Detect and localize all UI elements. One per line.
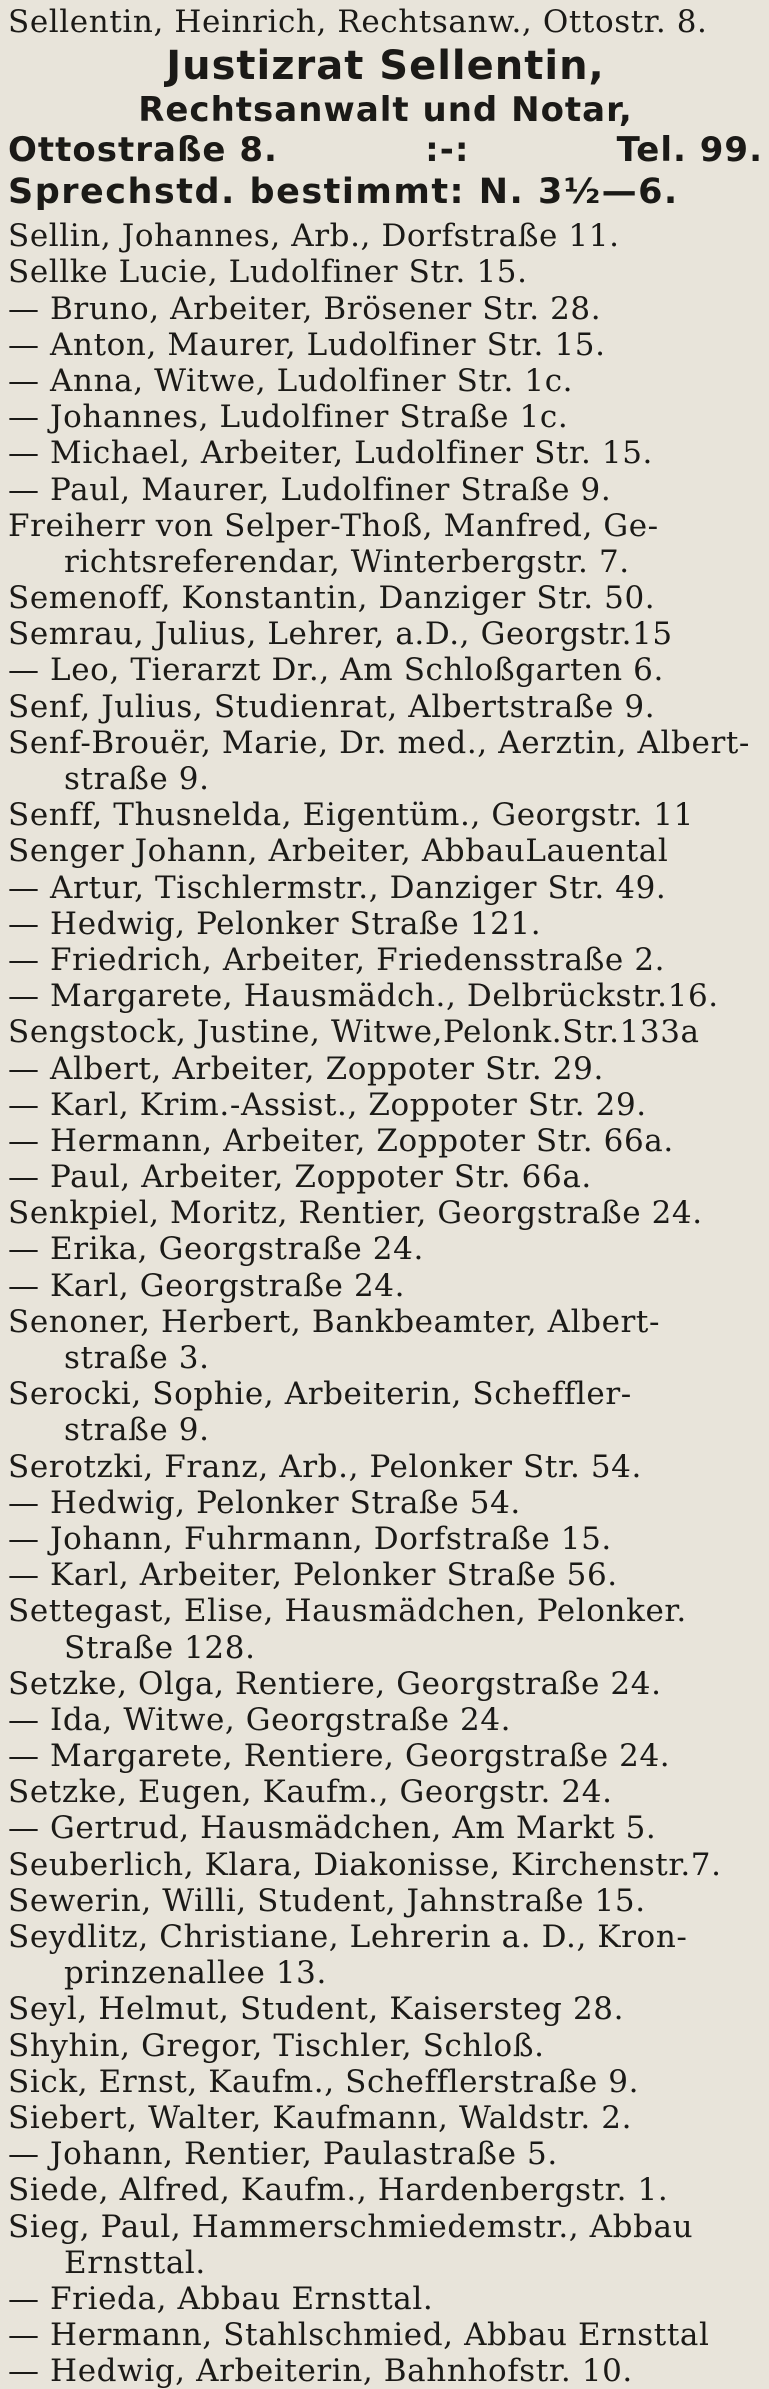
- directory-entry: Sick, Ernst, Kaufm., Schefflerstraße 9.: [8, 2063, 640, 2100]
- ad-title: Justizrat Sellentin,: [166, 43, 605, 90]
- directory-entry: straße 9.: [64, 761, 210, 797]
- directory-entry: — Hedwig, Pelonker Straße 121.: [8, 905, 542, 942]
- directory-entry: Seydlitz, Christiane, Lehrerin a. D., Kron-: [8, 1919, 688, 1955]
- ad-address-line: [8, 130, 763, 170]
- directory-entry: Senkpiel, Moritz, Rentier, Georgstraße 24.: [8, 1195, 703, 1232]
- directory-entry: — Paul, Arbeiter, Zoppoter Str. 66a.: [8, 1159, 592, 1196]
- directory-entry: Sellin, Johannes, Arb., Dorfstraße 11.: [8, 218, 620, 255]
- advertisement-block: [8, 42, 763, 214]
- directory-entry: Seuberlich, Klara, Diakonisse, Kirchenstr.7.: [8, 1846, 722, 1883]
- directory-entry: — Paul, Maurer, Ludolfiner Straße 9.: [8, 471, 612, 508]
- directory-entry: — Anton, Maurer, Ludolfiner Str. 15.: [8, 326, 606, 363]
- directory-entry: straße 9.: [64, 1412, 210, 1449]
- directory-entry: — Johann, Fuhrmann, Dorfstraße 15.: [8, 1520, 612, 1557]
- directory-entry: Shyhin, Gregor, Tischler, Schloß.: [8, 2027, 545, 2064]
- directory-entry: Sellke Lucie, Ludolfiner Str. 15.: [8, 254, 528, 291]
- directory-entry: — Hermann, Stahlschmied, Abbau Ernsttal: [8, 2317, 710, 2354]
- directory-entry: — Karl, Krim.-Assist., Zoppoter Str. 29.: [8, 1086, 647, 1123]
- directory-entry: — Johannes, Ludolfiner Straße 1c.: [8, 399, 569, 436]
- directory-entry: — Ida, Witwe, Georgstraße 24.: [8, 1701, 512, 1738]
- directory-entry-header: Sellentin, Heinrich, Rechtsanw., Ottostr. 8.: [8, 4, 708, 40]
- directory-entry: Senf, Julius, Studienrat, Albertstraße 9.: [8, 688, 656, 725]
- directory-entry: Serotzki, Franz, Arb., Pelonker Str. 54.: [8, 1448, 642, 1485]
- directory-entry: — Bruno, Arbeiter, Brösener Str. 28.: [8, 290, 602, 327]
- directory-entry: — Hermann, Arbeiter, Zoppoter Str. 66a.: [8, 1122, 674, 1159]
- directory-entry: straße 3.: [64, 1340, 210, 1376]
- directory-entry: Freiherr von Selper-Thoß, Manfred, Ge-: [8, 507, 659, 544]
- directory-entry: Sengstock, Justine, Witwe,Pelonk.Str.133a: [8, 1014, 700, 1051]
- directory-entry: Senoner, Herbert, Bankbeamter, Albert-: [8, 1303, 661, 1340]
- directory-entry: — Artur, Tischlermstr., Danziger Str. 49.: [8, 869, 667, 906]
- directory-entry: Senff, Thusnelda, Eigentüm., Georgstr. 11: [8, 797, 694, 834]
- directory-entry: Semrau, Julius, Lehrer, a.D., Georgstr.15: [8, 616, 673, 653]
- directory-entry: — Margarete, Rentiere, Georgstraße 24.: [8, 1738, 671, 1775]
- directory-entry: — Gertrud, Hausmädchen, Am Markt 5.: [8, 1810, 657, 1847]
- ad-address: Ottostraße 8.: [8, 130, 278, 171]
- directory-entry: Siebert, Walter, Kaufmann, Waldstr. 2.: [8, 2099, 633, 2136]
- directory-entry: — Erika, Georgstraße 24.: [8, 1231, 424, 1268]
- directory-entry: Seyl, Helmut, Student, Kaisersteg 28.: [8, 1991, 625, 2028]
- directory-entry: Straße 128.: [64, 1629, 256, 1666]
- directory-entry: Siede, Alfred, Kaufm., Hardenbergstr. 1.: [8, 2172, 669, 2209]
- directory-entries: [8, 218, 763, 2389]
- directory-entry: Serocki, Sophie, Arbeiterin, Scheffler-: [8, 1376, 632, 1413]
- directory-entry: — Friedrich, Arbeiter, Friedensstraße 2.: [8, 941, 666, 978]
- directory-entry: Setzke, Olga, Rentiere, Georgstraße 24.: [8, 1665, 662, 1702]
- directory-entry: Ernsttal.: [64, 2244, 206, 2281]
- directory-entry: — Anna, Witwe, Ludolfiner Str. 1c.: [8, 362, 574, 399]
- directory-entry: — Albert, Arbeiter, Zoppoter Str. 29.: [8, 1050, 604, 1087]
- ad-office-hours: Sprechstd. bestimmt: N. 3½—6.: [8, 172, 679, 213]
- directory-entry: — Karl, Georgstraße 24.: [8, 1267, 406, 1304]
- directory-entry: Settegast, Elise, Hausmädchen, Pelonker.: [8, 1593, 687, 1630]
- directory-entry: Senf-Brouër, Marie, Dr. med., Aerztin, Albert-: [8, 724, 750, 761]
- ad-phone: Tel. 99.: [616, 130, 763, 171]
- directory-entry: — Johann, Rentier, Paulastraße 5.: [8, 2136, 558, 2173]
- ad-subtitle: Rechtsanwalt und Notar,: [138, 90, 633, 131]
- directory-entry: Semenoff, Konstantin, Danziger Str. 50.: [8, 580, 656, 617]
- directory-entry: — Hedwig, Arbeiterin, Bahnhofstr. 10.: [8, 2353, 633, 2389]
- directory-entry: Setzke, Eugen, Kaufm., Georgstr. 24.: [8, 1774, 613, 1811]
- directory-entry: Senger Johann, Arbeiter, AbbauLauental: [8, 833, 669, 870]
- directory-entry: Sewerin, Willi, Student, Jahnstraße 15.: [8, 1882, 646, 1919]
- directory-entry: — Hedwig, Pelonker Straße 54.: [8, 1484, 521, 1521]
- directory-entry: — Leo, Tierarzt Dr., Am Schloßgarten 6.: [8, 652, 664, 689]
- directory-entry: — Michael, Arbeiter, Ludolfiner Str. 15.: [8, 435, 653, 472]
- directory-entry: prinzenallee 13.: [64, 1955, 327, 1992]
- directory-entry: — Frieda, Abbau Ernsttal.: [8, 2280, 434, 2317]
- directory-entry: Sieg, Paul, Hammerschmiedemstr., Abbau: [8, 2208, 694, 2245]
- directory-entry: richtsreferendar, Winterbergstr. 7.: [64, 543, 630, 580]
- ad-separator: :-:: [425, 130, 470, 171]
- directory-entry: — Margarete, Hausmädch., Delbrückstr.16.: [8, 978, 719, 1015]
- directory-entry: — Karl, Arbeiter, Pelonker Straße 56.: [8, 1557, 618, 1594]
